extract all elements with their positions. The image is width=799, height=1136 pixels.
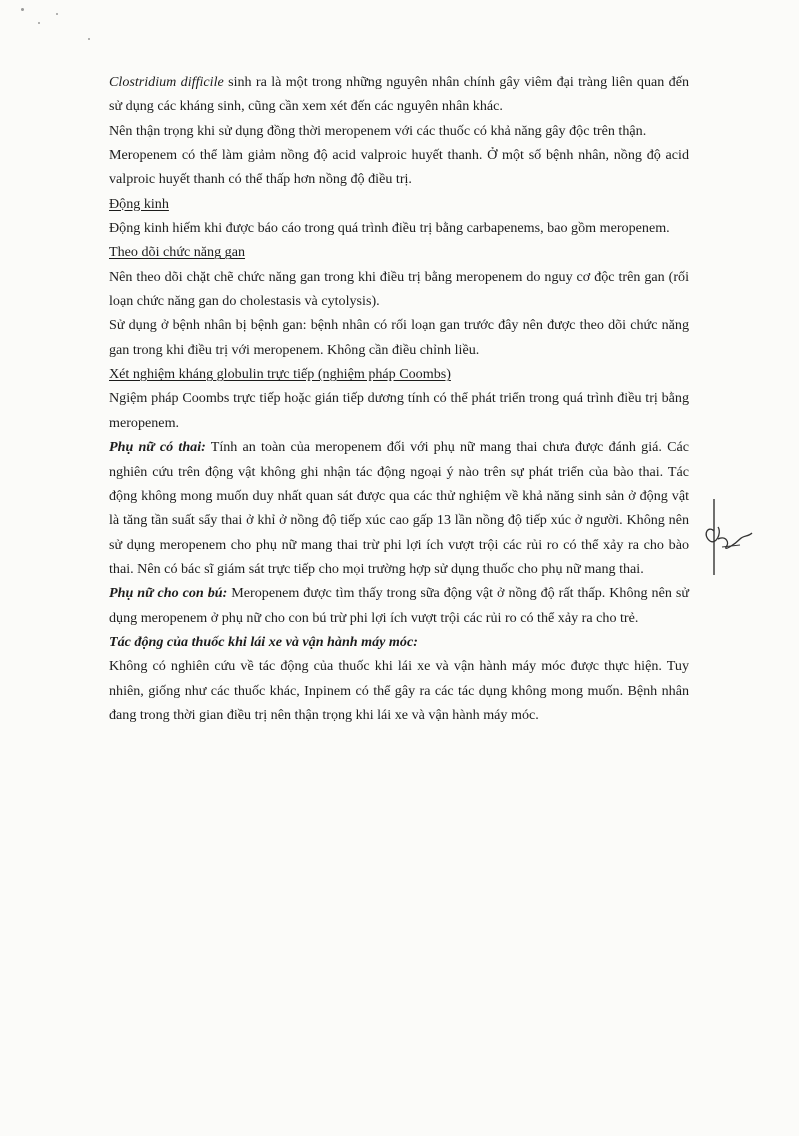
scan-speck (56, 13, 58, 15)
heading-coombs: Xét nghiệm kháng globulin trực tiếp (nghiệm pháp Coombs) (109, 366, 451, 383)
heading-seizure: Động kinh (109, 195, 169, 212)
paragraph-valproic: Meropenem có thể làm giảm nồng độ acid valproic huyết thanh. Ở một số bệnh nhân, nồng độ acid valproic huyết thanh có thể thấp hơn nồng độ điều trị. (109, 147, 689, 188)
scan-speck (88, 38, 90, 40)
paragraph-text: Tính an toàn của meropenem đối với phụ nữ mang thai chưa được đánh giá. Các nghiên cứu trên động vật không ghi nhận tác động ngoại ý nào trên sự phát triển của bào thai. Tác động không mong muốn duy nhất quan sát được qua các thử nghiệm về khả năng sinh sản ở động vật là tăng tần suất sẩy thai ở khỉ ở nồng độ tiếp xúc cao gấp 13 lần nồng độ tiếp xúc ở người. Không nên sử dụng meropenem cho phụ nữ mang thai trừ phi lợi ích vượt trội các rủi ro có thể xảy ra cho bào thai. Nên có bác sĩ giám sát trực tiếp cho mọi trường hợp sử dụng thuốc cho phụ nữ mang thai. (109, 439, 689, 577)
paragraph-liver-2: Sử dụng ở bệnh nhân bị bệnh gan: bệnh nhân có rối loạn gan trước đây nên được theo dõi chức năng gan trong khi điều trị với meropenem. Không cần điều chỉnh liều. (109, 317, 689, 358)
heading-pregnancy: Phụ nữ có thai: (109, 439, 206, 456)
document-body (109, 70, 689, 727)
handwritten-initial-mark (700, 495, 760, 580)
paragraph-seizure: Động kinh hiếm khi được báo cáo trong quá trình điều trị bằng carbapenems, bao gồm meropenem. (109, 220, 670, 237)
heading-liver-monitoring: Theo dõi chức năng gan (109, 244, 246, 261)
paragraph-text: sinh ra là một trong những nguyên nhân chính gây viêm đại tràng liên quan đến sử dụng các kháng sinh, cũng cần xem xét đến các nguyên nhân khác. (109, 74, 689, 115)
paragraph-coombs: Ngiệm pháp Coombs trực tiếp hoặc gián tiếp dương tính có thể phát triển trong quá trình điều trị bằng meropenem. (109, 390, 689, 431)
paragraph-nursing (109, 581, 689, 630)
heading-driving: Tác động của thuốc khi lái xe và vận hành máy móc: (109, 633, 418, 650)
paragraph-text: Meropenem được tìm thấy trong sữa động vật ở nồng độ rất thấp. Không nên sử dụng meropenem ở phụ nữ cho con bú trừ phi lợi ích vượt trội các rủi ro có thể xảy ra cho trẻ. (109, 585, 689, 626)
paragraph-liver-1: Nên theo dõi chặt chẽ chức năng gan trong khi điều trị bằng meropenem do nguy cơ độc trên gan (rối loạn chức năng gan do cholestasis và cytolysis). (109, 268, 689, 310)
paragraph-clostridium (109, 70, 689, 119)
paragraph-nephrotoxic: Nên thận trọng khi sử dụng đồng thời meropenem với các thuốc có khả năng gây độc trên thận. (109, 122, 647, 139)
paragraph-pregnancy (109, 435, 689, 581)
paragraph-driving: Không có nghiên cứu về tác động của thuốc khi lái xe và vận hành máy móc được thực hiện. Tuy nhiên, giống như các thuốc khác, Inpinem có thể gây ra các tác dụng không mong muốn. Bệnh nhân đang trong thời gian điều trị nên thận trọng khi lái xe và vận hành máy móc. (109, 658, 689, 723)
heading-nursing: Phụ nữ cho con bú: (109, 585, 228, 602)
scan-speck (21, 8, 24, 11)
organism-name: Clostridium difficile (109, 74, 224, 90)
scan-speck (38, 22, 40, 24)
